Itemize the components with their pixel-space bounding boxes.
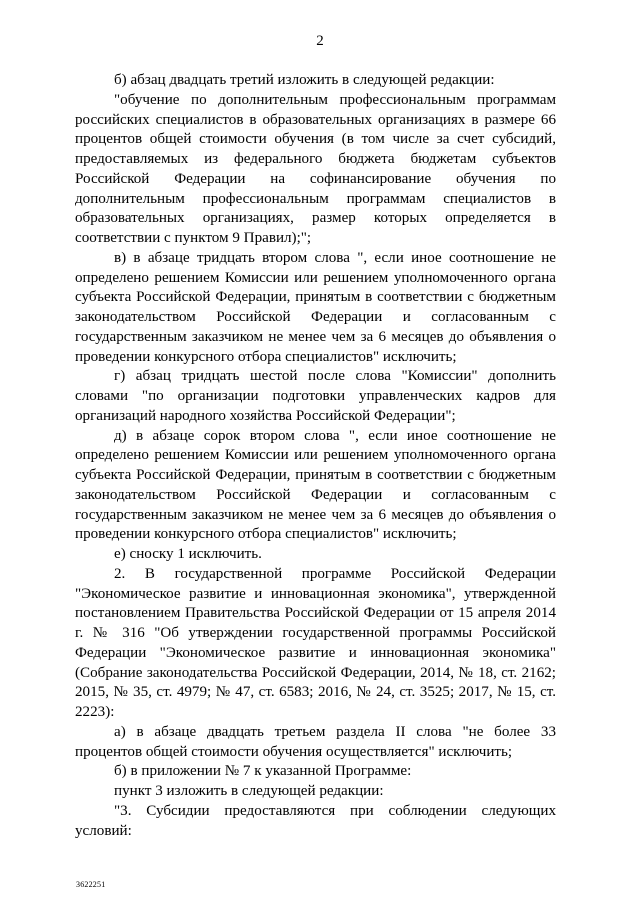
document-code: 3622251 — [76, 880, 106, 889]
page-number: 2 — [316, 33, 324, 49]
paragraph-item-d: д) в абзаце сорок втором слова ", если иное соотношение не определено решением Комиссии или решением уполномоченного органа субъекта Российской Федерации, принятым в соответствии с бюджетным законодательством Российской Федерации и согласованным с государственным заказчиком не менее чем за 6 месяцев до объявления о проведении конкурсного отбора специалистов" исключить; — [75, 427, 556, 543]
paragraph-item-a: а) в абзаце двадцать третьем раздела II слова "не более 33 процентов общей стоимости обучения осуществляется" исключить; — [75, 723, 556, 760]
paragraph-quoted-training: "обучение по дополнительным профессиональным программам российских специалистов в образовательных организациях в размере 66 процентов общей стоимости обучения (в том числе за счет субсидий, предоставляемых из федерального бюджета бюджетам субъектов Российской Федерации на софинансирование обучения по дополнительным профессиональным программам специалистов в образовательных организациях, размер которых определяется в соответствии с пунктом 9 Правил);"; — [75, 91, 556, 246]
paragraph-section-2: 2. В государственной программе Российской Федерации "Экономическое развитие и инновационная экономика", утвержденной постановлением Правительства Российской Федерации от 15 апреля 2014 г. № 316 "Об утверждении государственной программы Российской Федерации "Экономическое развитие и инновационная экономика" (Собрание законодательства Российской Федерации, 2014, № 18, ст. 2162; 2015, № 35, ст. 4979; № 47, ст. 6583; 2016, № 24, ст. 3525; 2017, № 15, ст. 2223): — [75, 565, 556, 720]
paragraph-item-b: б) абзац двадцать третий изложить в следующей редакции: — [114, 72, 495, 88]
paragraph-item-v: в) в абзаце тридцать втором слова ", если иное соотношение не определено решением Комиссии или решением уполномоченного органа субъекта Российской Федерации, принятым в соответствии с бюджетным законодательством Российской Федерации и согласованным с государственным заказчиком не менее чем за 6 месяцев до объявления о проведении конкурсного отбора специалистов" исключить; — [75, 249, 556, 365]
document-body — [75, 71, 556, 841]
paragraph-item-g: г) абзац тридцать шестой после слова "Комиссии" дополнить словами "по организации подготовки управленческих кадров для организаций народного хозяйства Российской Федерации"; — [75, 368, 556, 424]
paragraph-item-b-appendix: б) в приложении № 7 к указанной Программе: — [114, 763, 412, 780]
paragraph-subsidies-conditions: "3. Субсидии предоставляются при соблюдении следующих условий: — [75, 802, 556, 839]
paragraph-point-3: пункт 3 изложить в следующей редакции: — [114, 783, 384, 799]
paragraph-item-e: е) сноску 1 исключить. — [114, 546, 262, 562]
